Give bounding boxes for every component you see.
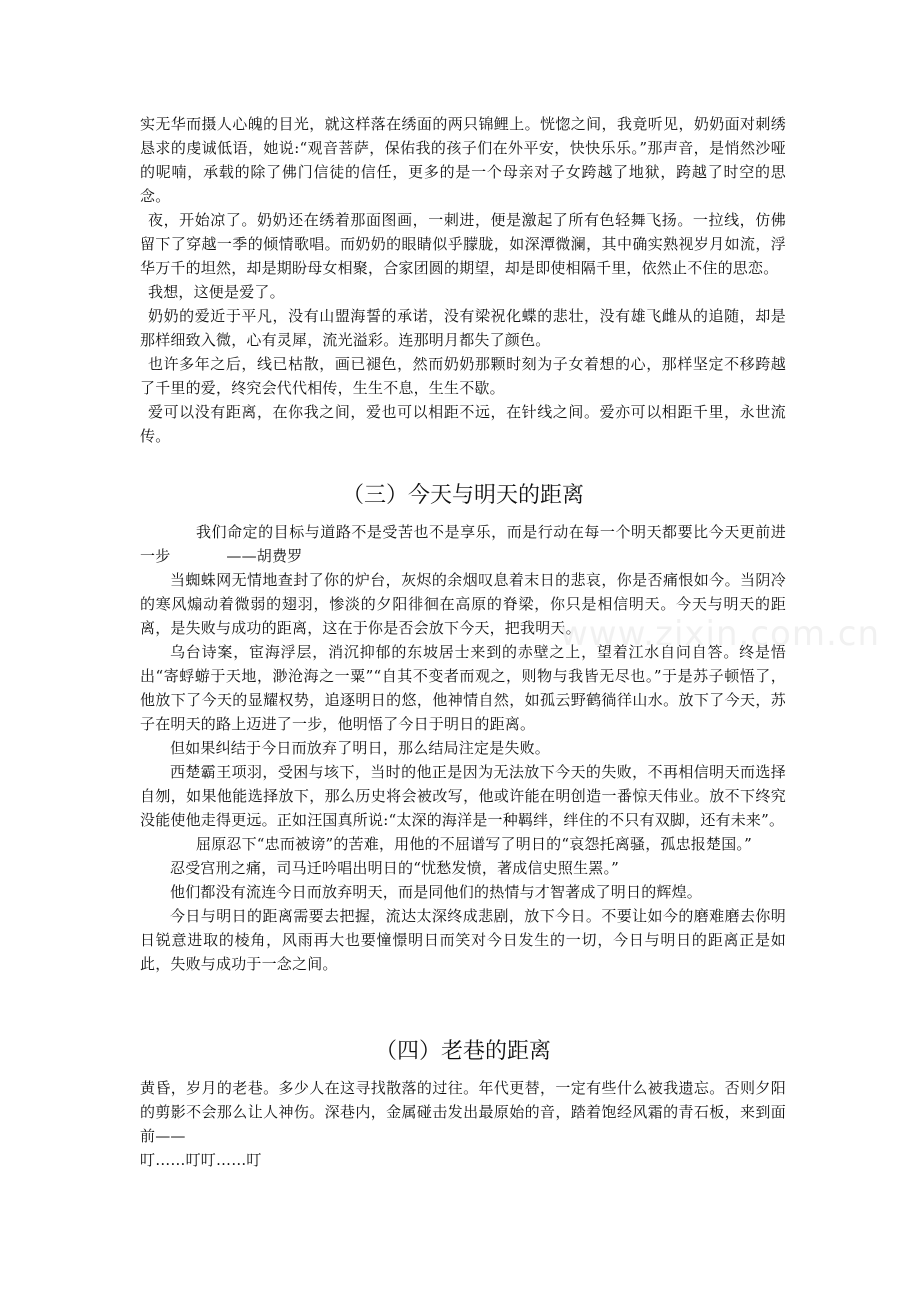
paragraph: 西楚霸王项羽，受困与垓下，当时的他正是因为无法放下今天的失败，不再相信明天而选择自刎，如果他能选择放下，那么历史将会被改写，他或许能在明创造一番惊天伟业。放不下终究没能使他走得更远。正如汪国真所说:“太深的海洋是一种羁绊，绊住的不只有双脚，还有未来”。 — [140, 763, 786, 829]
paragraph: 爱可以没有距离，在你我之间，爱也可以相距不远，在针线之间。爱亦可以相距千里，永世流传。 — [140, 403, 786, 445]
section-two-tail — [140, 112, 786, 448]
paragraph: 实无华而摄人心魄的目光，就这样落在绣面的两只锦鲤上。恍惚之间，我竟听见，奶奶面对刺绣恳求的虔诚低语，她说:“观音菩萨，保佑我的孩子们在外平安，快快乐乐。”那声音，是悄然沙哑的呢喃，承载的除了佛门信徒的信任，更多的是一个母亲对子女跨越了地狱，跨越了时空的思念。 — [140, 115, 786, 205]
paragraph: 黄昏，岁月的老巷。多少人在这寻找散落的过往。年代更替，一定有些什么被我遗忘。否则夕阳的剪影不会那么让人神伤。深巷内，金属碰击发出最原始的音，踏着饱经风霜的青石板，来到面前—— — [140, 1079, 786, 1145]
paragraph: 我想，这便是爱了。 — [148, 283, 285, 301]
paragraph: 夜，开始凉了。奶奶还在绣着那面图画，一刺进，便是激起了所有色轻舞飞扬。一拉线，仿佛留下了穿越一季的倾情歌唱。而奶奶的眼睛似乎朦胧，如深潭微澜，其中确实熟视岁月如流，浮华万千的坦然，却是期盼母女相聚，合家团圆的期望，却是即使相隔千里，依然止不住的思恋。 — [140, 211, 786, 277]
paragraph: 乌台诗案，宦海浮层，消沉抑郁的东坡居士来到的赤壁之上，望着江水自问自答。终是悟出“寄蜉蝣于天地，渺沧海之一粟”“自其不变者而观之，则物与我皆无尽也。”于是苏子顿悟了，他放下了今天的显耀权势，追逐明日的悠，他神情自然，如孤云野鹤徜徉山水。放下了今天，苏子在明天的路上迈进了一步，他明悟了今日于明日的距离。 — [140, 643, 786, 733]
paragraph: 忍受宫刑之痛，司马迁吟唱出明日的“忧愁发愤，著成信史照生罴。” — [170, 859, 620, 877]
section-three-body — [140, 520, 786, 976]
paragraph: 屈原忍下“忠而被谤”的苦难，用他的不屈谱写了明日的“哀怨托离骚，孤忠报楚国。” — [196, 835, 752, 853]
paragraph: 奶奶的爱近于平凡，没有山盟海誓的承诺，没有梁祝化蝶的悲壮，没有雄飞雌从的追随，却是那样细致入微，心有灵犀，流光溢彩。连那明月都失了颜色。 — [140, 307, 786, 349]
epigraph-author: ——胡费罗 — [226, 547, 303, 565]
epigraph — [140, 520, 786, 568]
paragraph: 也许多年之后，线已枯散，画已褪色，然而奶奶那颗时刻为子女着想的心，那样坚定不移跨越了千里的爱，终究会代代相传，生生不息，生生不歇。 — [140, 355, 786, 397]
paragraph: 叮……叮叮……叮 — [140, 1151, 262, 1169]
paragraph: 但如果纠结于今日而放弃了明日，那么结局注定是失败。 — [170, 739, 551, 757]
watermark: www.zixin.com.cn — [560, 614, 880, 654]
paragraph: 今日与明日的距离需要去把握，流达太深终成悲剧，放下今日。不要让如今的磨难磨去你明日锐意进取的棱角，风雨再大也要憧憬明日而笑对今日发生的一切，今日与明日的距离正是如此，失败与成功于一念之间。 — [140, 907, 786, 973]
section-four-body — [140, 1076, 786, 1172]
section-four-title: （四）老巷的距离 — [374, 1039, 551, 1064]
paragraph: 当蜘蛛网无情地查封了你的炉台，灰烬的余烟叹息着末日的悲哀，你是否痛恨如今。当阴冷的寒风煽动着微弱的翅羽，惨淡的夕阳徘徊在高原的脊梁，你只是相信明天。今天与明天的距离，是失败与成功的距离，这在于你是否会放下今天，把我明天。 — [140, 571, 786, 637]
epigraph-text: 我们命定的目标与道路不是受苦也不是享乐，而是行动在每一个明天都要比今天更前进一步 — [140, 523, 786, 565]
paragraph: 他们都没有流连今日而放弃明天，而是同他们的热情与才智著成了明日的辉煌。 — [170, 883, 703, 901]
section-three-title: （三）今天与明天的距离 — [341, 483, 584, 508]
